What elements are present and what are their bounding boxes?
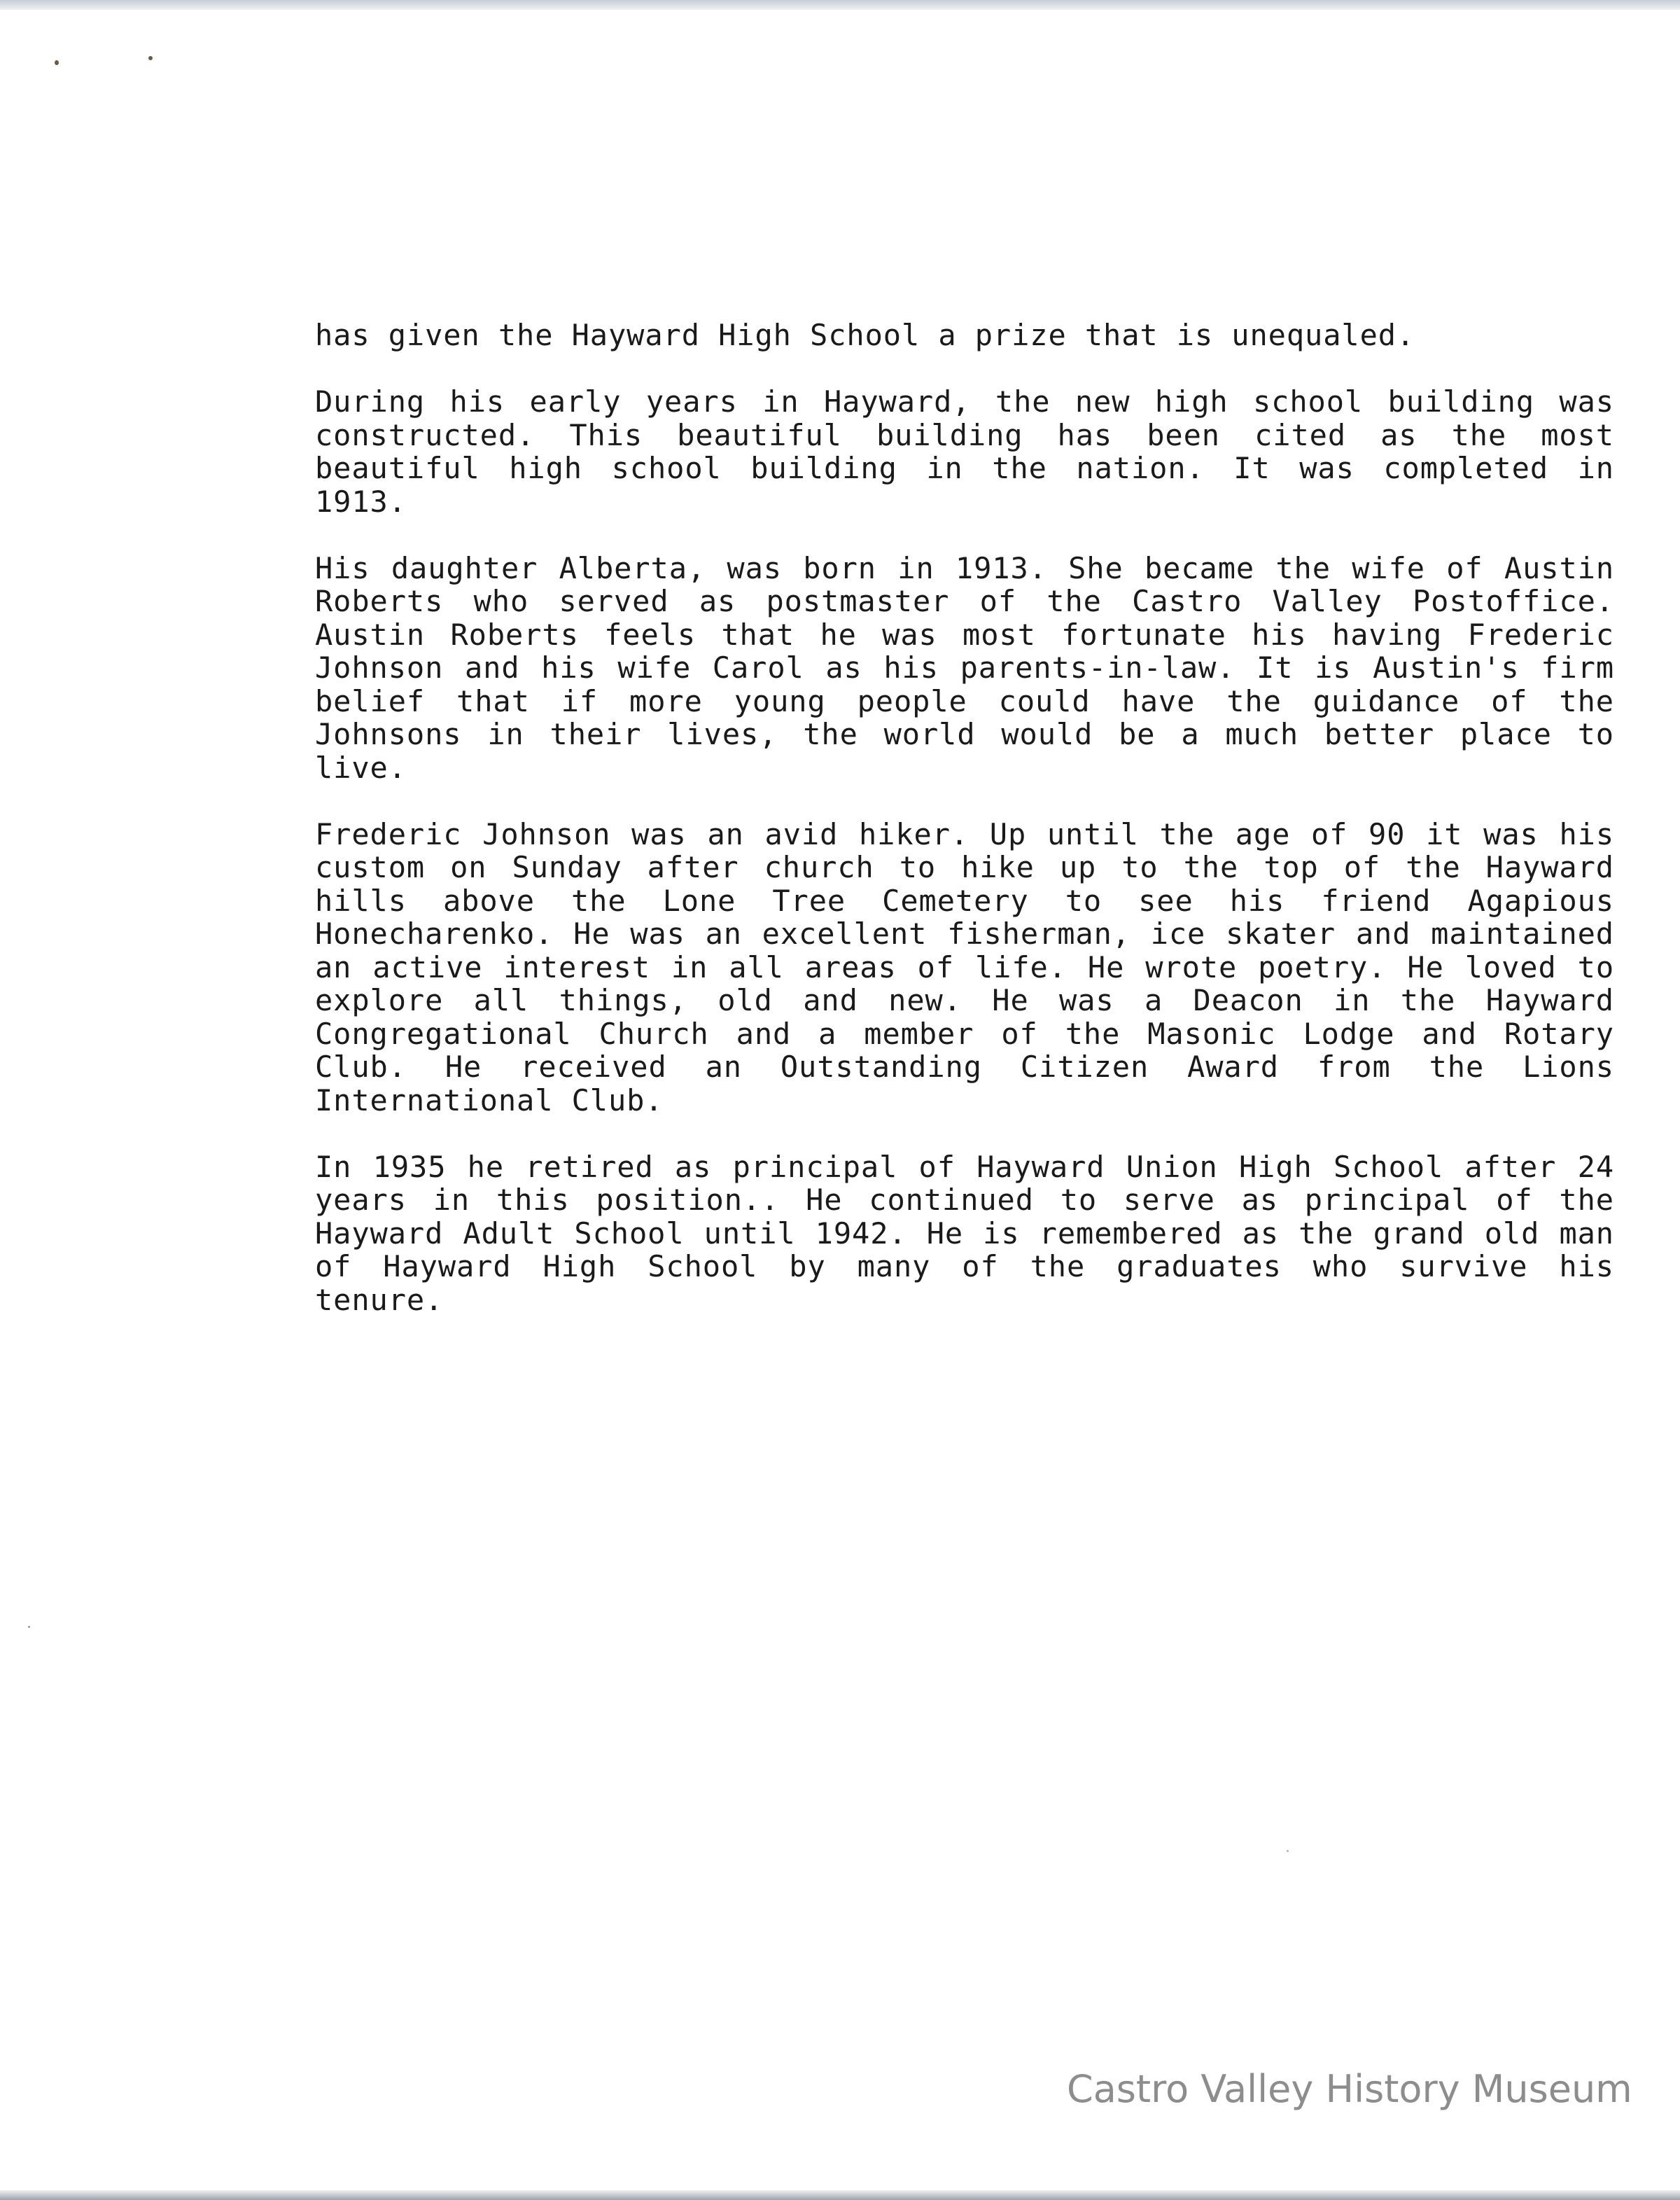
paragraph-building: During his early years in Hayward, the new high school building was constructed. This beautiful building has been cited as the most beautiful high school building in the nation. It was completed in 1913. — [315, 384, 1614, 519]
paragraph-hiker: Frederic Johnson was an avid hiker. Up until the age of 90 it was his custom on Sunday after church to hike up to the top of the Hayward hills above the Lone Tree Cemetery to see his friend Agapious Honecharenko. He was an excellent fisherman, ice skater and maintained an active interest in all areas of life. He wrote poetry. He loved to explore all things, old and new. He was a Deacon in the Hayward Congregational Church and a member of the Masonic Lodge and Rotary Club. He received an Outstanding Citizen Award from the Lions International Club. — [315, 816, 1614, 1118]
scan-speck — [1287, 1850, 1289, 1852]
scan-speck — [28, 1626, 30, 1628]
typed-page-body — [315, 319, 1614, 1350]
paragraph-prize: has given the Hayward High School a prize that is unequaled. — [315, 318, 1415, 352]
museum-watermark: Castro Valley History Museum — [1067, 2067, 1632, 2111]
scan-top-edge — [0, 0, 1680, 10]
scan-bottom-edge — [0, 2190, 1680, 2200]
scan-speck — [148, 56, 153, 60]
paragraph-daughter: His daughter Alberta, was born in 1913. She became the wife of Austin Roberts who served as postmaster of the Castro Valley Postoffice. Austin Roberts feels that he was most fortunate his having Frederic Johnson and his wife Carol as his parents-in-law. It is Austin's firm belief that if more young people could have the guidance of the Johnsons in their lives, the world would be a much better place to live. — [315, 550, 1614, 785]
paragraph-retirement: In 1935 he retired as principal of Hayward Union High School after 24 years in this position.. He continued to serve as principal of the Hayward Adult School until 1942. He is remembered as the grand old man of Hayward High School by many of the graduates who survive his tenure. — [315, 1149, 1614, 1317]
scan-speck — [55, 60, 59, 65]
